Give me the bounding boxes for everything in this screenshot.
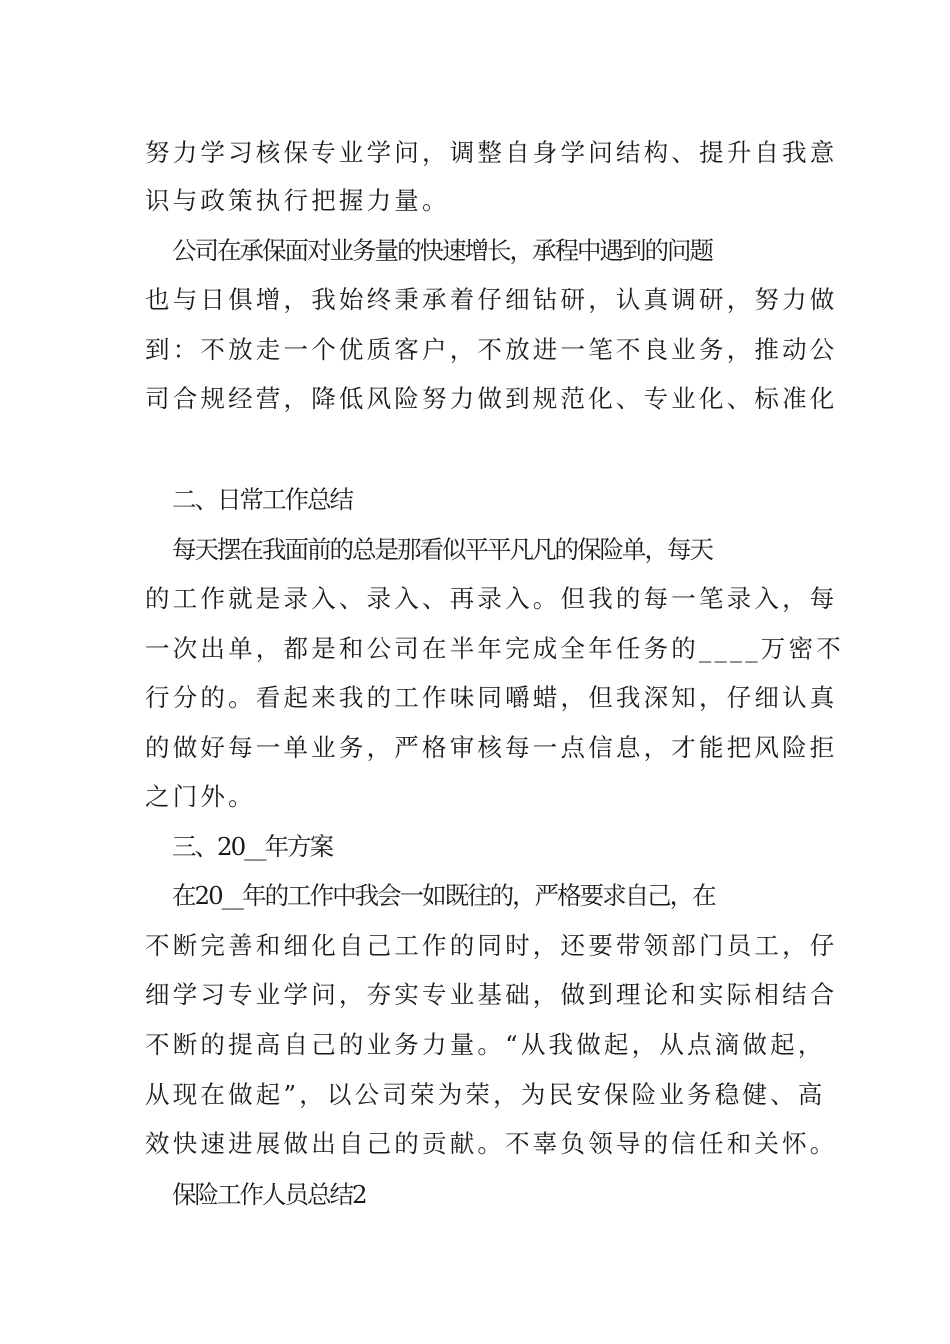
body-text-line: 每天摆在我面前的总是那看似平平凡凡的保险单，每天 <box>172 535 712 564</box>
body-text-line: 一次出单，都是和公司在半年完成全年任务的____万密不 <box>145 634 844 663</box>
body-text-line: 效快速进展做出自己的贡献。不辜负领导的信任和关怀。 <box>145 1129 838 1158</box>
body-text-line: 之门外。 <box>145 782 256 811</box>
body-text-line: 到：不放走一个优质客户，不放进一笔不良业务，推动公 <box>145 335 838 364</box>
body-text-line: 努力学习核保专业学问，调整自身学问结构、提升自我意 <box>145 138 838 167</box>
body-text-line: 不断完善和细化自己工作的同时，还要带领部门员工，仔 <box>145 931 838 960</box>
body-text-line: 从现在做起”，以公司荣为荣，为民安保险业务稳健、高 <box>145 1080 826 1109</box>
body-text-line: 的工作就是录入、录入、再录入。但我的每一笔录入，每 <box>145 584 838 613</box>
section-title: 保险工作人员总结2 <box>172 1180 366 1209</box>
body-text-line: 识与政策执行把握力量。 <box>145 186 450 215</box>
body-text-line: 也与日俱增，我始终秉承着仔细钻研，认真调研，努力做 <box>145 285 838 314</box>
body-text-line: 在20__年的工作中我会一如既往的，严格要求自己，在 <box>172 881 715 910</box>
body-text-line: 细学习专业学问，夯实专业基础，做到理论和实际相结合 <box>145 980 838 1009</box>
body-text-line: 司合规经营，降低风险努力做到规范化、专业化、标准化 <box>145 384 838 413</box>
section-heading: 三、20__年方案 <box>172 832 333 861</box>
body-text-line: 行分的。看起来我的工作味同嚼蜡，但我深知，仔细认真 <box>145 683 838 712</box>
body-text-line: 不断的提高自己的业务力量。“从我做起，从点滴做起， <box>145 1030 826 1059</box>
body-text-line: 的做好每一单业务，严格审核每一点信息，才能把风险拒 <box>145 733 838 762</box>
body-text-line: 公司在承保面对业务量的快速增长，承程中遇到的问题 <box>172 236 712 265</box>
section-heading: 二、日常工作总结 <box>172 485 352 514</box>
